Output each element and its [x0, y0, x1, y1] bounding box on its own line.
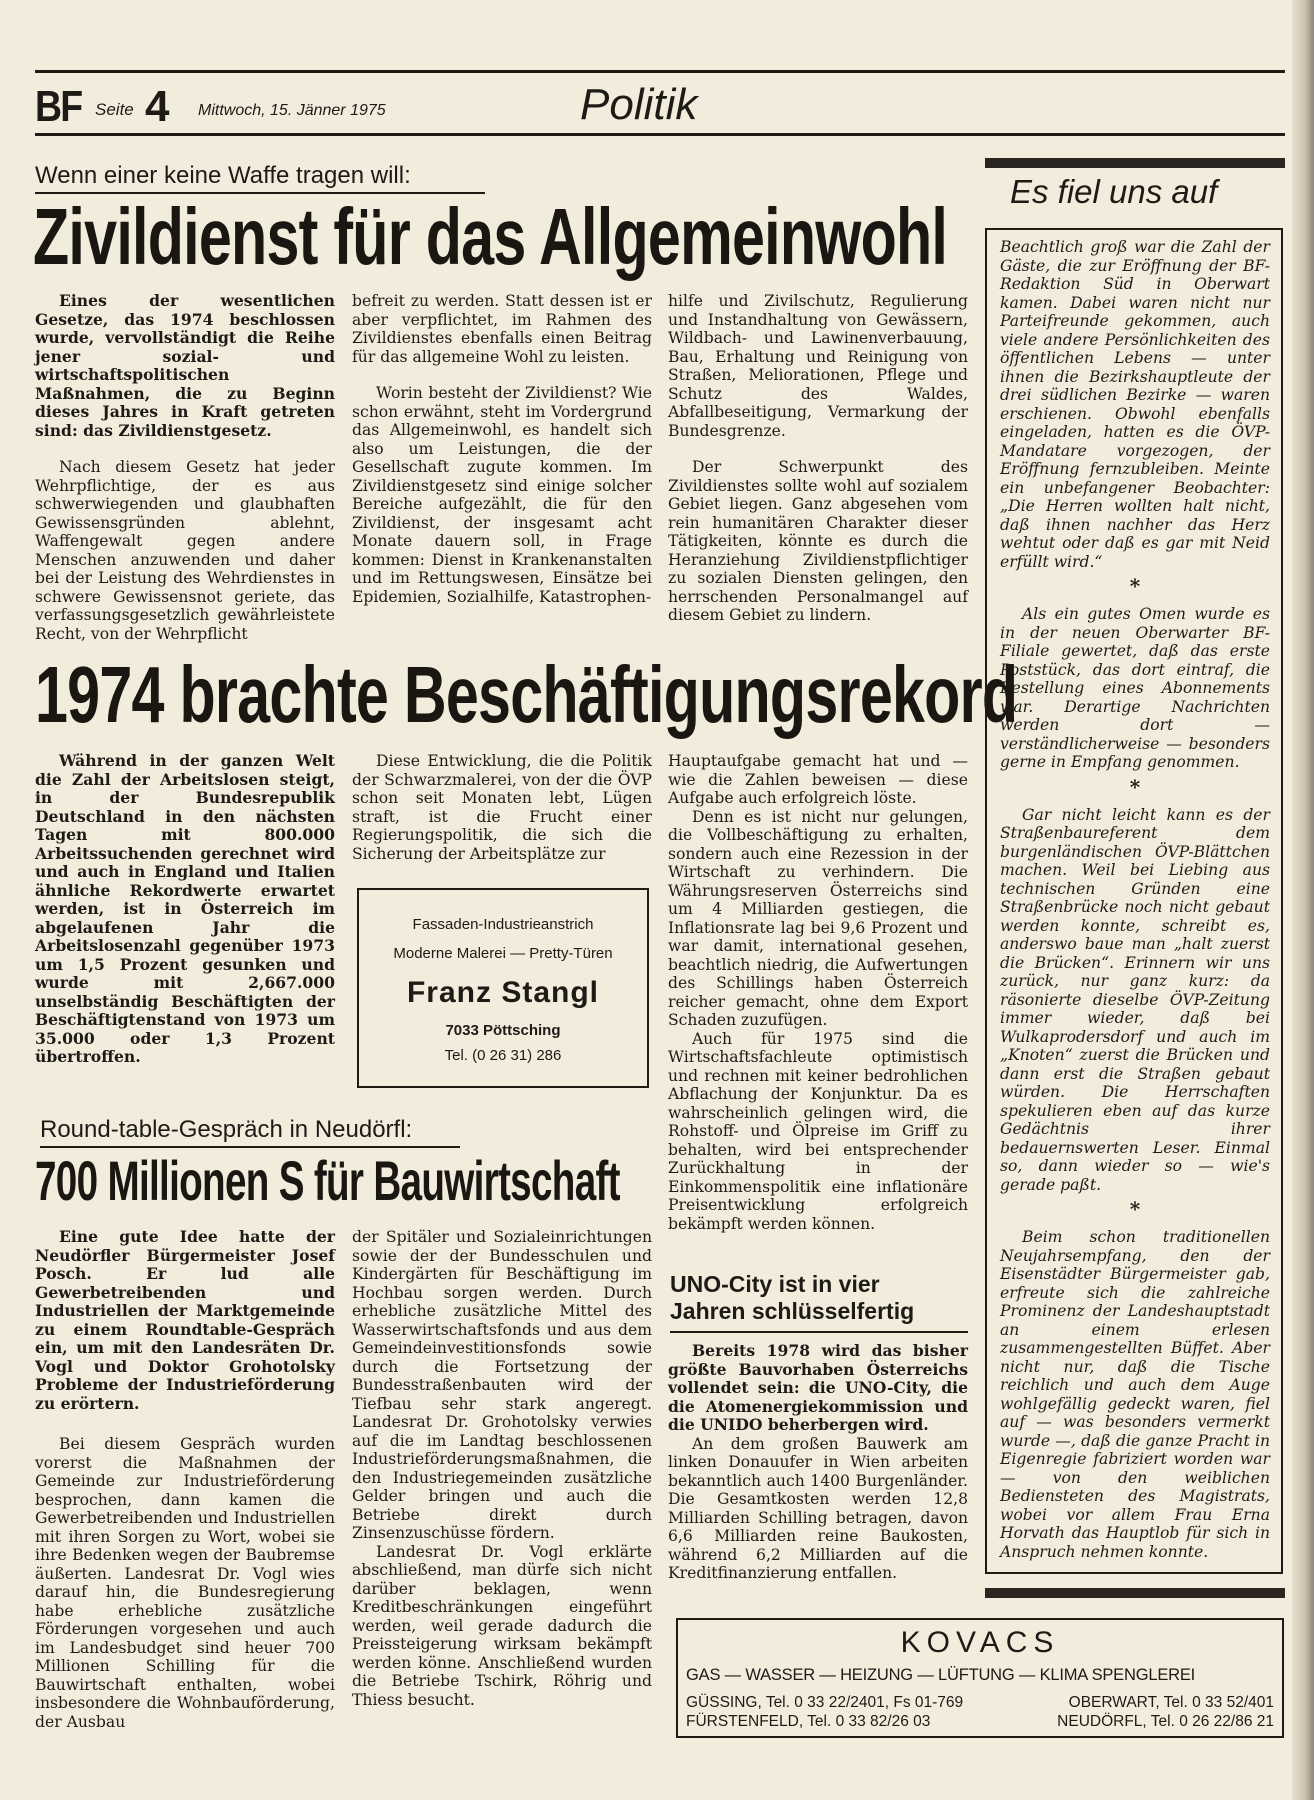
article1-column-3 — [668, 292, 968, 625]
article4-lead: Bereits 1978 wird das bisher größte Bauvorhaben Österreichs vollendet sein: die UNO-City, die die Atomenergiekommission und die UNIDO beherbergen wird. — [668, 1341, 968, 1434]
article4-headline: UNO-City ist in vier Jahren schlüsselfertig — [670, 1271, 915, 1324]
article4-paragraph: An dem großen Bauwerk am linken Donauufer in Wien arbeiten bekanntlich auch 1400 Burgenländer. Die Gesamtkosten werden 12,8 Milliarden Schilling betragen, davon 6,6 Milliarden reine Baukosten, während 6,2 Milliarden auf die Kreditfinanzierung entfallen. — [668, 1434, 968, 1582]
article1-paragraph: befreit zu werden. Statt dessen ist er aber verpflichtet, im Rahmen des Zivildienstes ebenfalls einen Beitrag für das allgemeine Wohl zu leisten. — [352, 292, 652, 366]
ad-contact-row — [686, 1712, 1274, 1731]
advertisement-franz-stangl — [357, 888, 649, 1088]
advertisement-kovacs — [676, 1618, 1284, 1738]
sidebar-title: Es fiel uns auf — [1010, 173, 1218, 210]
section-title: Politik — [580, 80, 698, 129]
newspaper-logo: BF — [35, 82, 82, 131]
article2-paragraph: Auch für 1975 sind die Wirtschaftsfachleute optimistisch und rechnen mit keiner bedrohlichen Abflachung der Konjunktur. Da es wahrscheinlich gelingen wird, die Rohstoff- und Ölpreise im Griff zu behalten, wird bei entsprechender Zurückhaltung in der Einkommenspolitik eine inflationäre Preisentwicklung erfolgreich bekämpft werden können. — [668, 1029, 968, 1233]
article1-column-1 — [35, 292, 335, 643]
ad-line: Fassaden-Industrieanstrich — [412, 916, 594, 933]
masthead-top-rule — [35, 70, 1285, 73]
ad-company-name: KOVACS — [900, 1626, 1060, 1659]
sidebar-item: Gar nicht leicht kann es der Straßenbaureferent dem burgenländischen ÖVP-Blättchen machen. Weil bei Liebing aus technischen Gründen eine Straßenbrücke noch nicht gebaut werden konnte, schreibt es, anderswo baue man „halt zuerst die Brücken“. Erinnern wir uns zurück, nur ganz kurz: da räsonierte dieselbe ÖVP-Zeitung immer wieder, daß bei Wulkaprodersdorf und auch im „Knoten“ zuerst die Brücken und dann erst die Straßen gebaut würden. Die Herrschaften spekulieren eben auf das kurze Gedächtnis ihrer bedauernswerten Leser. Einmal so, dann wieder so — wie's gerade paßt. — [1000, 805, 1270, 1194]
page-label: Seite — [95, 100, 134, 119]
article4-column — [668, 1342, 968, 1583]
asterisk-separator-icon: * — [1129, 1197, 1141, 1221]
article3-paragraph: Landesrat Dr. Vogl erklärte abschließend, man dürfe sich nicht darüber beklagen, wenn Kreditbeschränkungen eingeführt werden, weil gerade dadurch die Preissteigerung wirksam bekämpft werden könne. Anschließend wurden die Betriebe Tschirk, Röhrig und Thiess besucht. — [352, 1542, 652, 1709]
sidebar-bottom-bar — [985, 1588, 1285, 1598]
ad-phone: Tel. (0 26 31) 286 — [444, 1047, 562, 1064]
article2-paragraph: Diese Entwicklung, die die Politik der Schwarzmalerei, von der die ÖVP schon seit Monaten lebt, Lügen straft, ist die Frucht einer Regierungspolitik, die sich die Sicherung der Arbeitsplätze zur — [352, 752, 652, 863]
article1-headline: Zivildienst für das Allgemeinwohl — [33, 192, 948, 281]
article1-paragraph: Nach diesem Gesetz hat jeder Wehrpflichtige, der es aus schwerwiegenden und glaubhaften Gewissensgründen ablehnt, Waffengewalt gegen andere Menschen anzuwenden und daher bei der Leistung des Wehrdienstes in schwere Gewissensnot geriete, das verfassungsgesetzlich gewährleistete Recht, von der Wehrpflicht — [35, 458, 335, 643]
ad-company-name: Franz Stangl — [406, 976, 599, 1009]
ad-contact: NEUDÖRFL, Tel. 0 26 22/86 21 — [1057, 1713, 1274, 1730]
ad-contact: GÜSSING, Tel. 0 33 22/2401, Fs 01-769 — [686, 1694, 964, 1711]
article1-column-2 — [352, 292, 652, 606]
article3-paragraph: der Spitäler und Sozialeinrichtungen sowie der der Bundesschulen und Kindergärten für Beschäftigung im Hochbau sorgen werden. Durch erhebliche zusätzliche Mittel des Wasserwirtschaftsfonds und aus dem Gemeindeinvestitionsfonds sowie durch die Fortsetzung der Bundesstraßenbauten wird der Tiefbau sehr stark angeregt. Landesrat Dr. Grohotolsky verwies auf die im Landtag beschlossenen Industrieförderungsmaßnahmen, die den Industriegemeinden zusätzliche Gelder bringen und auch die Betriebe direkt durch Zinsenzuschüsse fördern. — [352, 1228, 652, 1542]
scan-page-edge — [1292, 0, 1314, 1800]
ad-line: Moderne Malerei — Pretty-Türen — [393, 945, 613, 962]
sidebar-item: Beim schon traditionellen Neujahrsempfang, den der Eisenstädter Bürgermeister gab, erfreute sich die zahlreiche Prominenz der Landeshauptstadt an einem erlesen zusammengestellten Büffet. Aber nicht nur, daß die Tische reichlich und auch dem Auge wohlgefällig gedeckt waren, fiel auf — was besonders vermerkt wurde —, daß die ganze Pracht in Eigenregie fabriziert worden war — von den weiblichen Bediensteten des Magistrats, wobei vor allem Frau Erna Horvath das Hauptlob für sich in Anspruch nehmen konnte. — [1000, 1228, 1270, 1561]
article2-lead: Während in der ganzen Welt die Zahl der Arbeitslosen steigt, in der Bundesrepublik Deutschland in den nächsten Tagen mit 800.000 Arbeitssuchenden gerechnet wird und auch in England und Italien ähnliche Rekordwerte erwartet werden, ist in Österreich im abgelaufenen Jahr die Arbeitslosenzahl gegenüber 1973 um 1,5 Prozent gesunken und wurde mit 2,667.000 unselbständig Beschäftigten der Beschäftigtenstand von 1973 um 35.000 oder 1,3 Prozent übertroffen. — [35, 751, 335, 1066]
ad-contact: OBERWART, Tel. 0 33 52/401 — [1068, 1694, 1274, 1711]
article2-paragraph: Hauptaufgabe gemacht hat und — wie die Zahlen beweisen — diese Aufgabe auch erfolgreich löste. — [668, 752, 968, 807]
asterisk-separator-icon: * — [1129, 774, 1141, 799]
asterisk-separator-icon: * — [1129, 574, 1141, 598]
article1-lead: Eines der wesentlichen Gesetze, das 1974 beschlossen wurde, vervollständigt die Reihe jener sozial- und wirtschaftspolitischen Maßnahmen, die zu Beginn dieses Jahres in Kraft getreten sind: das Zivildienstgesetz. — [35, 291, 335, 440]
article1-paragraph: Der Schwerpunkt des Zivildienstes sollte wohl auf sozialem Gebiet liegen. Ganz abgesehen vom rein humanitären Charakter dieser Tätigkeiten, könnte es durch die Heranziehung Zivildienstpflichtiger zu sozialen Diensten gelingen, den herrschenden Personalmangel auf diesem Gebiet zu lindern. — [668, 458, 968, 624]
article1-paragraph: Worin besteht der Zivildienst? Wie schon erwähnt, steht im Vordergrund das Allgemeinwohl, es handelt sich also um Leistungen, die der Gesellschaft zugute kommen. Im Zivildienstgesetz sind einige solcher Bereiche aufgezählt, die für den Zivildienst, der insgesamt acht Monate dauern soll, in Frage kommen: Dienst in Krankenanstalten und im Rettungswesen, Einsätze bei Epidemien, Sozialhilfe, Katastrophen- — [352, 384, 652, 606]
article2-column-2 — [352, 752, 652, 863]
article1-paragraph: hilfe und Zivilschutz, Regulierung und Instandhaltung von Gewässern, Wildbach- und Lawinenverbauung, Bau, Erhaltung und Reinigung von Straßen, Meliorationen, Pflege und Schutz des Waldes, Abfallbeseitigung, Vermarkung der Bundesgrenze. — [668, 292, 968, 440]
issue-date: Mittwoch, 15. Jänner 1975 — [198, 102, 386, 119]
sidebar-content — [1000, 238, 1270, 1561]
article4-rule — [670, 1331, 968, 1333]
article2-paragraph: Denn es ist nicht nur gelungen, die Vollbeschäftigung zu erhalten, sondern auch eine Rezession in der Wirtschaft zu verhindern. Die Währungsreserven Österreichs sind um 4 Milliarden gestiegen, die Inflationsrate lag bei 9,6 Prozent und war damit, international gesehen, beachtlich niedrig, die Aufwertungen des Schillings haben Österreich reicher gemacht, ohne dem Export Schaden zuzufügen. — [668, 807, 968, 1029]
article3-kicker: Round-table-Gespräch in Neudörfl: — [40, 1116, 460, 1148]
sidebar-top-bar — [985, 158, 1285, 168]
ad-contact-row — [686, 1693, 1274, 1712]
ad-address: 7033 Pöttsching — [445, 1022, 561, 1039]
page-number: 4 — [145, 82, 170, 131]
article3-headline: 700 Millionen S für Bauwirtschaft — [35, 1149, 620, 1212]
article3-column-2 — [352, 1228, 652, 1709]
masthead-bottom-rule — [35, 133, 1285, 136]
ad-services: GAS — WASSER — HEIZUNG — LÜFTUNG — KLIMA SPENGLEREI — [686, 1666, 1196, 1684]
sidebar-item: Als ein gutes Omen wurde es in der neuen Oberwarter BF-Filiale gewertet, daß das erste Poststück, das dort eintraf, die Bestellung eines Abonnements war. Derartige Nachrichten werden dort — verständlicherweise — besonders gerne in Empfang genommen. — [1000, 605, 1270, 771]
article3-lead: Eine gute Idee hatte der Neudörfler Bürgermeister Josef Posch. Er lud alle Gewerbetreibenden und Industriellen der Marktgemeinde zu einem Roundtable-Gespräch ein, um mit den Landesräten Dr. Vogl und Doktor Grohotolsky Probleme der Industrieförderung zu erörtern. — [35, 1227, 335, 1413]
masthead — [35, 82, 1285, 132]
article2-headline: 1974 brachte Beschäftigungsrekord — [35, 650, 1018, 739]
sidebar-item: Beachtlich groß war die Zahl der Gäste, die zur Eröffnung der BF-Redaktion Süd in Oberwart kamen. Dabei waren nicht nur Parteifreunde gekommen, auch viele andere Persönlichkeiten des öffentlichen Lebens — unter ihnen die Bezirkshauptleute der drei südlichen Bezirke — waren erschienen. Obwohl ebenfalls eingeladen, hatten es die ÖVP-Mandatare vorgezogen, der Eröffnung fernzubleiben. Meinte ein unbefangener Beobachter: „Die Herren wollten halt nicht, daß ihnen nachher das Herz wehtut oder daß es gar mit Neid erfüllt wird.“ — [1000, 238, 1270, 571]
article1-kicker: Wenn einer keine Waffe tragen will: — [35, 162, 485, 194]
ad-contact: FÜRSTENFELD, Tel. 0 33 82/26 03 — [686, 1713, 931, 1730]
article2-column-1 — [35, 752, 335, 1067]
article3-paragraph: Bei diesem Gespräch wurden vorerst die Maßnahmen der Gemeinde zur Industrieförderung besprochen, dann kamen die Gewerbetreibenden und Industriellen mit ihren Sorgen zu Wort, wobei sie ihre Bedenken wegen der Baubremse äußerten. Landesrat Dr. Vogl wies darauf hin, die Bundesregierung habe erhebliche zusätzliche Förderungen vorgesehen und auch im Landesbudget sind heuer 700 Millionen Schilling für die Bauwirtschaft enthalten, wobei insbesondere die Wohnbauförderung, der Ausbau — [35, 1435, 335, 1731]
article3-column-1 — [35, 1228, 335, 1731]
article2-column-3 — [668, 752, 968, 1233]
